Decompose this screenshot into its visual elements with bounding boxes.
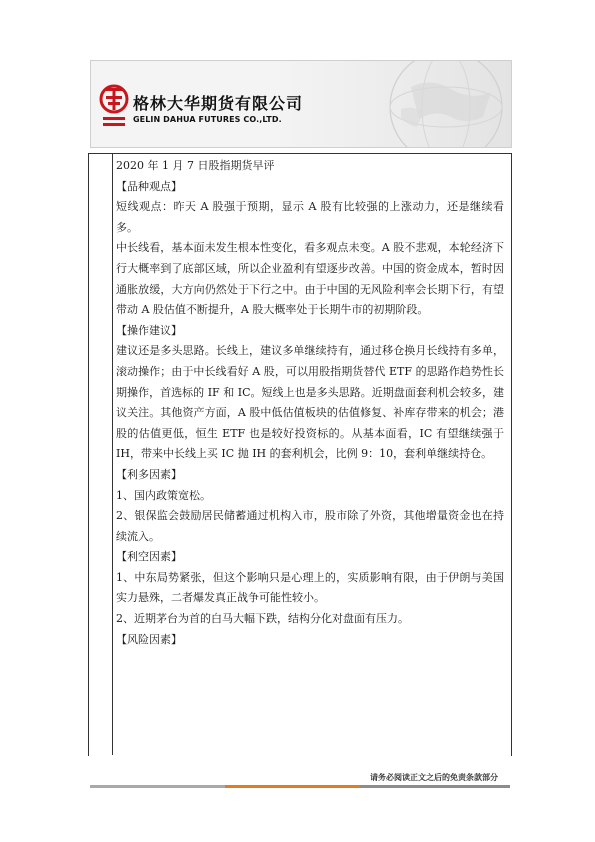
- paragraph-bullish-1: 1、国内政策宽松。: [116, 488, 211, 502]
- paragraph-long-term-view: 中长线看，基本面未发生根本性变化，看多观点未变。A 股不悲观，本轮经济下行大概率到了底部区域，所以企业盈利有望逐步改善。中国的资金成本，暂时因通胀放缓，大方向仍然处于下行之中。由于中国的无风险利率会长期下行，有望带动 A 股估值不断提升，A 股大概率处于长期牛市的初期阶段。: [116, 241, 504, 317]
- footer-line-left: [90, 785, 225, 788]
- paragraph-bullish-2: 2、银保监会鼓励居民储蓄通过机构入市，股市除了外资，其他增量资金也在持续流入。: [116, 509, 504, 543]
- table-column-divider: [112, 153, 113, 755]
- company-name-en: GELIN DAHUA FUTURES CO.,LTD.: [133, 115, 282, 124]
- company-logo-icon: [99, 79, 129, 131]
- paragraph-bearish-2: 2、近期茅台为首的白马大幅下跌，结构分化对盘面有压力。: [116, 612, 409, 626]
- footer-line-right: [360, 785, 510, 788]
- section-heading-bearish: 【利空因素】: [116, 550, 182, 564]
- paragraph-short-term-view: 短线观点：昨天 A 股强于预期，显示 A 股有比较强的上涨动力，还是继续看多。: [116, 200, 504, 234]
- paragraph-advice: 建议还是多头思路。长线上，建议多单继续持有，通过移仓换月长线持有多单，滚动操作；由于中长线看好 A 股，可以用股指期货替代 ETF 的思路作趋势性长期操作，首选标的 IF 和 IC。短线上也是多头思路。近期盘面套利机会较多，建议关注。其他资产方面，A 股中低估值板块的估值修复、补库存带来的机会；港股的估值更低，恒生 ETF 也是较好投资标的。从基本面看，IC 有望继续强于 IH，带来中长线上买 IC 抛 IH 的套利机会，比例 9：10，套利单继续持仓。: [116, 344, 504, 461]
- section-heading-bullish: 【利多因素】: [116, 467, 182, 481]
- disclaimer-note: 请务必阅读正文之后的免责条款部分: [370, 773, 498, 782]
- footer-line-middle: [225, 785, 360, 788]
- paragraph-bearish-1: 1、中东局势紧张，但这个影响只是心理上的，实质影响有限，由于伊朗与美国实力悬殊，二者爆发真正战争可能性较小。: [116, 570, 504, 605]
- globe-icon: [371, 60, 512, 148]
- company-name-cn: 格林大华期货有限公司: [133, 94, 304, 113]
- header-banner: [90, 60, 512, 148]
- section-heading-views: 【品种观点】: [116, 179, 182, 193]
- report-content: [116, 156, 504, 650]
- section-heading-advice: 【操作建议】: [116, 323, 182, 337]
- section-heading-risk: 【风险因素】: [116, 632, 182, 646]
- report-title: 2020 年 1 月 7 日股指期货早评: [116, 159, 275, 172]
